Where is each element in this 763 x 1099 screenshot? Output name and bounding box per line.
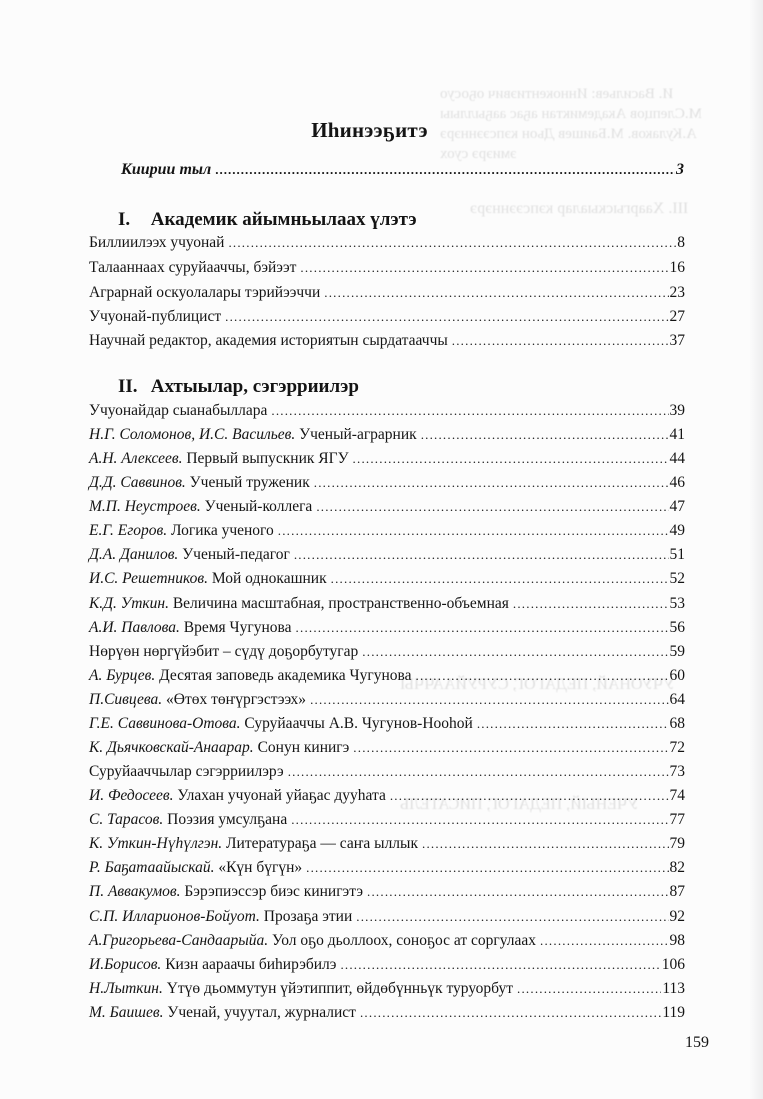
- entry-page-number: 47: [669, 498, 685, 515]
- toc-entry[interactable]: [89, 1002, 685, 1024]
- toc-entry-intro[interactable]: [121, 159, 684, 181]
- dot-leader: [288, 761, 669, 783]
- toc-entry[interactable]: [89, 978, 685, 1000]
- page-title: [0, 118, 763, 143]
- entry-title: Ученый труженик: [189, 474, 310, 491]
- entry-title: Прозаҕа этии: [263, 908, 353, 925]
- entry-label: [89, 689, 306, 711]
- dot-leader: [300, 257, 668, 279]
- entry-title: Үтүө дьоммутун үйэтиппит, өйдөбүнньүк туруорбут: [166, 980, 514, 997]
- dot-leader: [296, 617, 669, 639]
- entry-title: Время Чугунова: [183, 619, 292, 636]
- entry-title: Суруйааччы А.В. Чугунов-Нооһой: [244, 715, 473, 732]
- entry-label: [89, 424, 417, 446]
- entry-page-number: 56: [669, 619, 685, 636]
- entry-label: [89, 617, 292, 639]
- entry-label: [89, 881, 363, 903]
- entry-label: [89, 954, 336, 976]
- section-heading: [118, 209, 417, 231]
- entry-title: Первый выпускник ЯГУ: [186, 450, 349, 467]
- dot-leader: [278, 520, 669, 542]
- entry-author: И.С. Решетников.: [89, 570, 208, 587]
- entry-label: [89, 330, 448, 352]
- entry-page-number: 72: [669, 739, 685, 756]
- entry-label: [89, 544, 290, 566]
- entry-label: [89, 232, 224, 254]
- entry-label: [89, 257, 296, 279]
- entry-author: М.П. Неустроев.: [89, 498, 201, 515]
- dot-leader: [416, 665, 669, 687]
- page-edge-shadow: [749, 0, 763, 1099]
- dot-leader: [215, 159, 675, 181]
- toc-entry[interactable]: [89, 665, 685, 687]
- dot-leader: [390, 785, 669, 807]
- page-title-text: Иhинээҕитэ: [311, 118, 428, 142]
- toc-entry[interactable]: [89, 472, 685, 494]
- entry-page-number: 27: [669, 308, 685, 325]
- entry-label: [89, 306, 221, 328]
- dot-leader: [452, 330, 669, 352]
- dot-leader: [310, 689, 668, 711]
- entry-label: [89, 400, 267, 422]
- entry-author: К.Д. Уткин.: [89, 595, 169, 612]
- entry-author: А.И. Павлова.: [89, 619, 180, 636]
- entry-page-number: 60: [669, 667, 685, 684]
- entry-author: С.П. Илларионов-Бойуот.: [89, 908, 260, 925]
- entry-title: Улахан учуонай уйаҕас дууһата: [177, 787, 386, 804]
- entry-page-number: 39: [669, 402, 685, 419]
- toc-entry[interactable]: [89, 544, 685, 566]
- entry-label: [89, 785, 386, 807]
- entry-page-number: 49: [669, 522, 685, 539]
- dot-leader: [316, 496, 668, 518]
- entry-label: [89, 713, 473, 735]
- entry-label: [89, 761, 284, 783]
- entry-author: Н.Г. Соломонов, И.С. Васильев.: [89, 426, 296, 443]
- dot-leader: [360, 1002, 661, 1024]
- bleed-through-text: III. Хааргыскыалар кэпсээннэрэ: [470, 200, 689, 217]
- entry-label: [89, 978, 513, 1000]
- dot-leader: [477, 713, 669, 735]
- entry-page-number: 119: [662, 1004, 685, 1021]
- entry-label: [89, 906, 352, 928]
- entry-page-number: 74: [669, 787, 685, 804]
- entry-page-number: 44: [669, 450, 685, 467]
- entry-title: Поэзия умсулҕана: [167, 811, 288, 828]
- entry-author: Г.Е. Саввинова-Отова.: [89, 715, 241, 732]
- entry-title: Кизн аараачы биһирэбилэ: [165, 956, 337, 973]
- bleed-through-text: УЧЕНЫЙ, ПЕДАГОГ, ПИСАТЕЛЬ: [400, 796, 639, 813]
- entry-title: «Өтөх төҥүргэстээх»: [166, 691, 307, 708]
- toc-entry[interactable]: [89, 593, 685, 615]
- toc-entry[interactable]: [89, 689, 685, 711]
- entry-label: [89, 737, 349, 759]
- toc-entry[interactable]: [89, 641, 685, 663]
- toc-entry[interactable]: [89, 930, 685, 952]
- toc-entry[interactable]: [89, 906, 685, 928]
- entry-page-number: 51: [669, 546, 685, 563]
- entry-author: И. Федосеев.: [89, 787, 174, 804]
- dot-leader: [331, 568, 669, 590]
- entry-page-number: 68: [669, 715, 685, 732]
- entry-label: [89, 665, 412, 687]
- entry-label: [89, 520, 274, 542]
- entry-title: Учуонайдар сыанабыллара: [89, 402, 268, 419]
- toc-entry[interactable]: [89, 282, 685, 304]
- dot-leader: [513, 593, 669, 615]
- entry-author: П.Сивцева.: [89, 691, 163, 708]
- dot-leader: [324, 282, 668, 304]
- entry-title: Суруйааччылар сэгэрриилэрэ: [89, 763, 284, 780]
- entry-page-number: 64: [669, 691, 685, 708]
- entry-label: [89, 282, 320, 304]
- entry-title: Ученай, учуутал, журналист: [167, 1004, 356, 1021]
- toc-entry[interactable]: [89, 257, 685, 279]
- toc-entry[interactable]: [89, 232, 685, 254]
- entry-author: С. Тарасов.: [89, 811, 164, 828]
- entry-page-number: 16: [669, 259, 685, 276]
- entry-author: Д.Д. Саввинов.: [89, 474, 186, 491]
- entry-title: Учуонай-публицист: [89, 308, 222, 325]
- section-heading: [118, 376, 359, 398]
- entry-page-number: 23: [669, 284, 685, 301]
- entry-author: А. Бурцев.: [89, 667, 156, 684]
- entry-label: [89, 448, 349, 470]
- dot-leader: [225, 306, 668, 328]
- entry-page-number: 37: [669, 332, 685, 349]
- entry-label: [89, 641, 358, 663]
- entry-label: [89, 472, 310, 494]
- entry-page-number: 46: [669, 474, 685, 491]
- toc-entry[interactable]: [89, 737, 685, 759]
- entry-title: Логика ученого: [171, 522, 274, 539]
- dot-leader: [353, 448, 669, 470]
- dot-leader: [517, 978, 661, 1000]
- bleed-through-text: эмиэрэ суох: [440, 146, 517, 162]
- dot-leader: [291, 809, 668, 831]
- entry-label: [89, 496, 312, 518]
- section-title: Ахтыылар, сэгэрриилэр: [150, 376, 359, 397]
- dot-leader: [271, 400, 668, 422]
- entry-title: «Күн бүгүн»: [218, 859, 303, 876]
- entry-page-number: 59: [669, 643, 685, 660]
- toc-entry[interactable]: [89, 617, 685, 639]
- section-numeral: II.: [118, 376, 138, 397]
- entry-title: Величина масштабная, пространственно-объемная: [172, 595, 509, 612]
- dot-leader: [353, 737, 668, 759]
- entry-page-number: 3: [676, 161, 684, 178]
- entry-label: [89, 809, 287, 831]
- toc-entry[interactable]: [89, 881, 685, 903]
- entry-author: И.Борисов.: [89, 956, 162, 973]
- dot-leader: [340, 954, 660, 976]
- section-numeral: I.: [118, 209, 131, 230]
- entry-title: Нөрүөн нөргүйэбит – сүдү доҕорбутугар: [89, 643, 359, 660]
- entry-author: М. Баишев.: [89, 1004, 164, 1021]
- entry-label: [89, 568, 327, 590]
- entry-title: Биллиилээх учуонай: [89, 234, 225, 251]
- bleed-through-text: УЧУОНАЙ, ПЕДАГОГ, СУРУЙААЧЧЫ: [400, 676, 675, 693]
- entry-page-number: 87: [669, 883, 685, 900]
- entry-page-number: 98: [669, 932, 685, 949]
- entry-author: Р. Баҕатаайыскай.: [89, 859, 215, 876]
- entry-title: Ученый-педагог: [182, 546, 290, 563]
- entry-page-number: 82: [669, 859, 685, 876]
- toc-entry[interactable]: [89, 857, 685, 879]
- entry-page-number: 92: [669, 908, 685, 925]
- toc-entry[interactable]: [89, 785, 685, 807]
- entry-author: П. Аввакумов.: [89, 883, 181, 900]
- toc-entry[interactable]: [89, 424, 685, 446]
- entry-page-number: 73: [669, 763, 685, 780]
- dot-leader: [228, 232, 676, 254]
- dot-leader: [294, 544, 669, 566]
- toc-entry[interactable]: [89, 400, 685, 422]
- entry-label: [89, 857, 302, 879]
- entry-title: Талааннаах суруйааччы, бэйээт: [89, 259, 297, 276]
- bleed-through-text: А.Кулаков. М.Баишев Дьон кэпсээннэрэ: [440, 126, 697, 142]
- entry-title: Десятая заповедь академика Чугунова: [159, 667, 412, 684]
- entry-title: Ученый-коллега: [204, 498, 313, 515]
- dot-leader: [422, 833, 669, 855]
- toc-entry[interactable]: [89, 954, 685, 976]
- entry-page-number: 41: [669, 426, 685, 443]
- bleed-through-text: И. Васильев: Иннокентиэвич оҕосуо: [440, 86, 674, 102]
- dot-leader: [362, 641, 668, 663]
- entry-label: [89, 833, 418, 855]
- entry-page-number: 77: [669, 811, 685, 828]
- entry-title: Бэрэпиэссэр биэс кинигэтэ: [184, 883, 364, 900]
- entry-label: [89, 593, 509, 615]
- toc-entry[interactable]: [89, 306, 685, 328]
- entry-title: Научнай редактор, академия историятын сырдатааччы: [89, 332, 448, 349]
- toc-entry[interactable]: [89, 713, 685, 735]
- entry-author: К. Уткин-Нүһүлгэн.: [89, 835, 223, 852]
- entry-page-number: 8: [677, 234, 685, 251]
- toc-entry[interactable]: [89, 520, 685, 542]
- toc-entry[interactable]: [89, 833, 685, 855]
- entry-label: [89, 1002, 356, 1024]
- bleed-through-text: М.Слепцов Академиктан аҕас ааҕыллыы: [440, 106, 702, 122]
- entry-title: Ученый-аграрник: [299, 426, 417, 443]
- entry-page-number: 113: [662, 980, 685, 997]
- toc-entry[interactable]: [89, 568, 685, 590]
- toc-entry[interactable]: [89, 496, 685, 518]
- entry-title: Аграрнай оскуолалары тэрийээччи: [89, 284, 321, 301]
- entry-author: К. Дьячковскай-Анаарар.: [89, 739, 254, 756]
- entry-author: Н.Лыткин.: [89, 980, 163, 997]
- entry-title: Литератураҕа — саҥа ыллык: [226, 835, 418, 852]
- entry-author: А.Григорьева-Сандаарыйа.: [89, 932, 269, 949]
- toc-entry[interactable]: [89, 761, 685, 783]
- entry-page-number: 106: [661, 956, 685, 973]
- entry-title: Уол оҕо дьоллоох, соноҕос ат соргулаах: [271, 932, 537, 949]
- dot-leader: [314, 472, 669, 494]
- entry-author: Д.А. Данилов.: [89, 546, 179, 563]
- entry-title: Мой однокашник: [211, 570, 327, 587]
- entry-page-number: 53: [669, 595, 685, 612]
- dot-leader: [421, 424, 669, 446]
- dot-leader: [540, 930, 668, 952]
- entry-label: [89, 930, 536, 952]
- toc-entry[interactable]: [89, 809, 685, 831]
- dot-leader: [356, 906, 668, 928]
- dot-leader: [367, 881, 668, 903]
- entry-author: А.Н. Алексеев.: [89, 450, 183, 467]
- page-number: 159: [685, 1034, 709, 1051]
- entry-page-number: 52: [669, 570, 685, 587]
- toc-entry[interactable]: [89, 448, 685, 470]
- entry-title: Киирии тыл: [121, 161, 212, 178]
- toc-entry[interactable]: [89, 330, 685, 352]
- entry-author: Е.Г. Егоров.: [89, 522, 168, 539]
- entry-page-number: 79: [669, 835, 685, 852]
- dot-leader: [306, 857, 668, 879]
- section-title: Академик айымньылаах үлэтэ: [150, 209, 417, 230]
- entry-title: Сонун кинигэ: [257, 739, 350, 756]
